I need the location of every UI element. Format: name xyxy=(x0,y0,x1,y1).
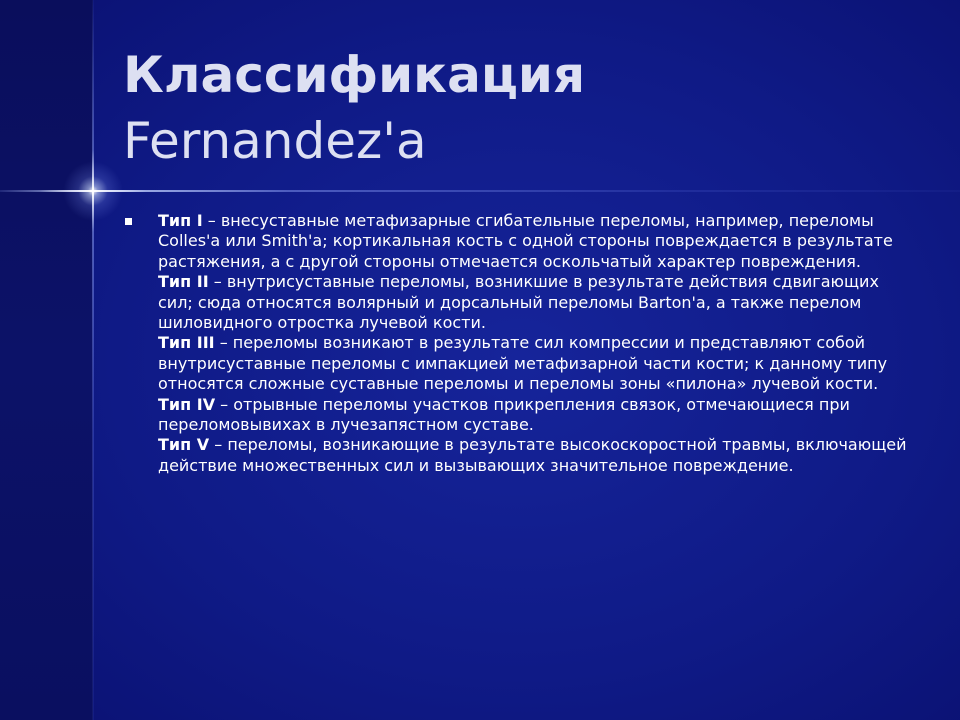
type-5-text: – переломы, возникающие в результате высокоскоростной травмы, включающей действие множественных сил и вызывающих значительное повреждение. xyxy=(158,435,907,475)
star-flare-horizontal-ray xyxy=(40,190,146,192)
type-1-text: – внесуставные метафизарные сгибательные переломы, например, переломы Colles'a или Smith'a; кортикальная кость с одной стороны повреждается в результате растяжения, а с другой стороны отмечается оскольчатый характер повреждения. xyxy=(158,211,893,271)
type-5-label: Тип V xyxy=(158,435,210,455)
slide-title xyxy=(123,42,585,174)
slide-title-rest: Fernandez'a xyxy=(123,112,427,170)
type-3-text: – переломы возникают в результате сил компрессии и представляют собой внутрисуставные переломы с импакцией метафизарной части кости; к данному типу относятся сложные суставные переломы и переломы зоны «пилона» лучевой кости. xyxy=(158,333,888,394)
slide-content xyxy=(123,211,913,476)
type-1-paragraph xyxy=(158,211,913,272)
type-4-paragraph xyxy=(158,395,913,436)
type-4-text: – отрывные переломы участков прикрепления связок, отмечающиеся при переломовывихах в лучезапястном суставе. xyxy=(158,394,850,435)
type-3-paragraph xyxy=(158,333,913,394)
type-2-paragraph xyxy=(158,272,913,333)
slide-title-bold: Классификация xyxy=(123,46,586,104)
bullet-item xyxy=(123,211,913,476)
square-bullet-icon xyxy=(125,218,132,225)
type-1-label: Тип I xyxy=(158,211,203,230)
type-5-paragraph xyxy=(158,435,913,476)
type-2-label: Тип II xyxy=(158,272,209,292)
left-accent-band xyxy=(0,0,93,720)
vertical-accent-line xyxy=(92,0,94,720)
type-2-text: – внутрисуставные переломы, возникшие в результате действия сдвигающих сил; сюда относятся волярный и дорсальный переломы Barton'a, а также перелом шиловидного отростка лучевой кости. xyxy=(158,272,879,333)
type-3-label: Тип III xyxy=(158,333,215,353)
type-4-label: Тип IV xyxy=(158,394,216,414)
